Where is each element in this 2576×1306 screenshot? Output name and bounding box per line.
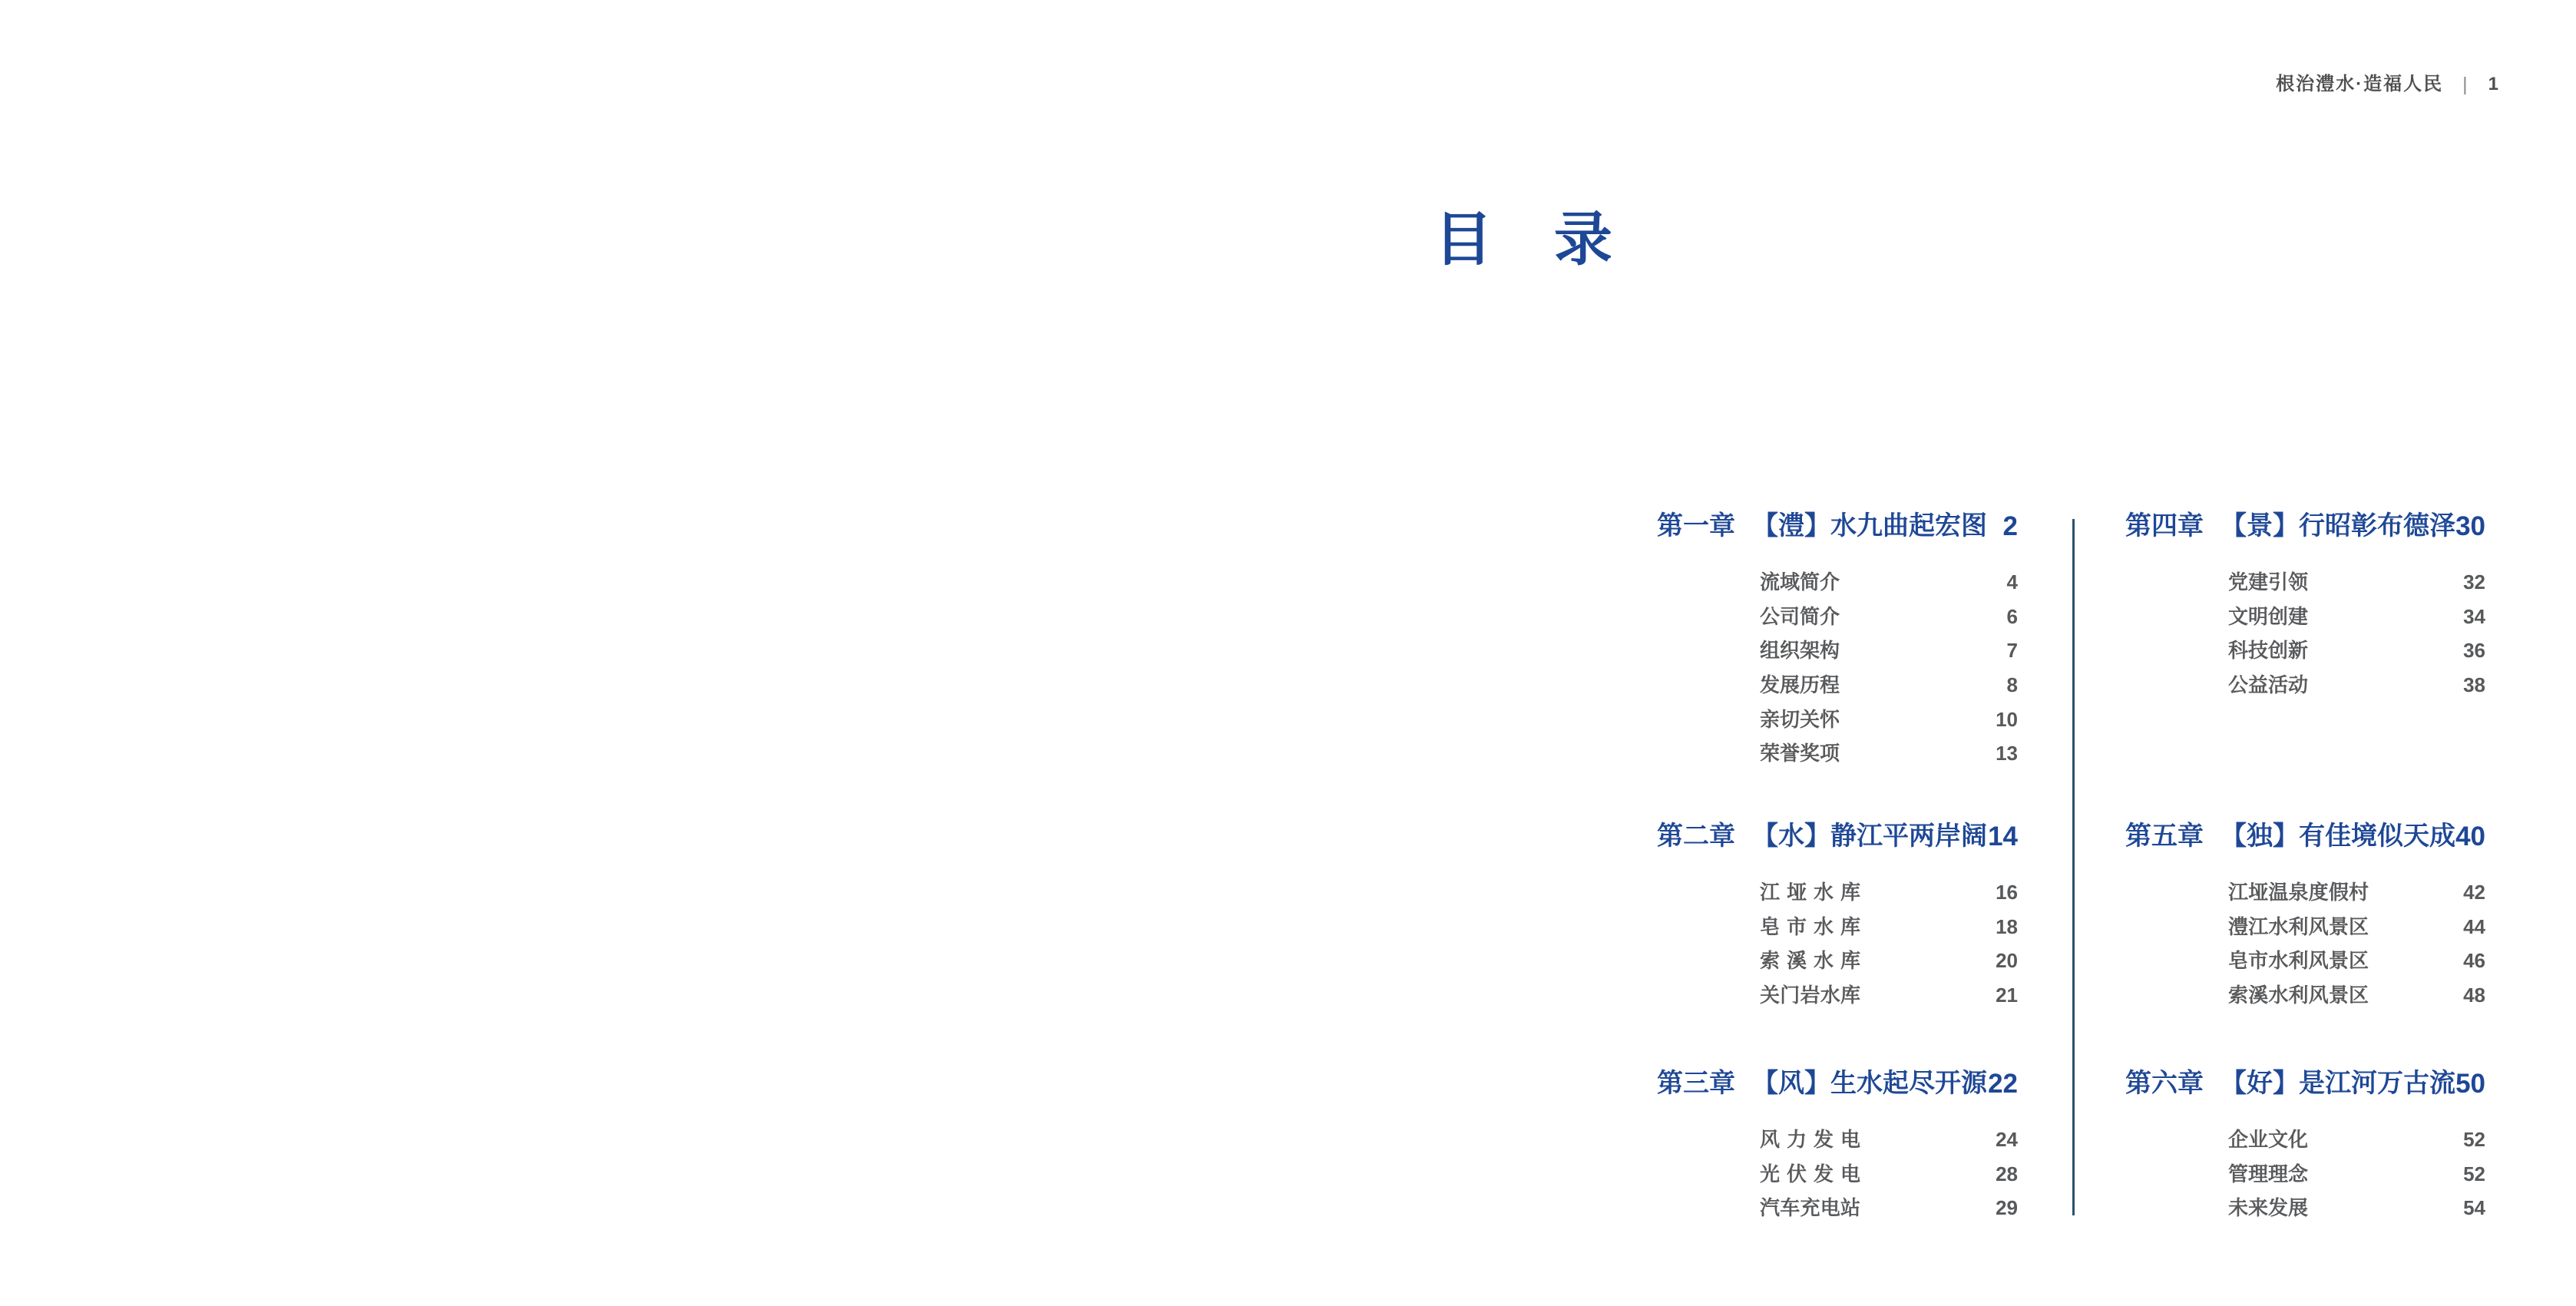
chapter-heading <box>1657 820 2018 852</box>
toc-entry <box>1760 565 2018 600</box>
toc-entry-label: 发展历程 <box>1760 673 1840 697</box>
chapter-heading <box>2125 1067 2485 1099</box>
toc-entry-page: 52 <box>2463 1162 2485 1185</box>
toc-entry-label: 组织架构 <box>1760 639 1840 663</box>
toc-entry <box>2228 910 2485 944</box>
toc-entry-page: 18 <box>1996 914 2018 938</box>
toc-entry <box>1760 910 2018 944</box>
toc-entry-label: 风力发电 <box>1760 1128 1860 1152</box>
toc-entry-label: 汽车充电站 <box>1760 1196 1860 1220</box>
chapter-page-number: 30 <box>2455 511 2485 541</box>
chapter-title: 【水】静江平两岸阔 <box>1752 822 1987 851</box>
toc-entry-label: 企业文化 <box>2228 1128 2309 1152</box>
chapter-number-label: 第三章 <box>1657 1069 1735 1098</box>
header-slogan: 根治澧水·造福人民 <box>2276 73 2444 94</box>
toc-entry <box>1760 978 2018 1013</box>
toc-section-chapter-3 <box>1657 1067 2018 1225</box>
chapter-heading <box>2125 510 2485 542</box>
toc-entry-page: 6 <box>2006 604 2018 628</box>
toc-entry <box>1760 1122 2018 1157</box>
toc-entry-page: 24 <box>1996 1128 2018 1152</box>
toc-section-chapter-6 <box>2125 1067 2485 1225</box>
toc-entry-label: 江垭温泉度假村 <box>2228 881 2369 904</box>
toc-entry-label: 科技创新 <box>2228 639 2309 663</box>
toc-entry <box>1760 875 2018 910</box>
chapter-title: 【好】是江河万古流 <box>2221 1069 2455 1098</box>
chapter-title: 【景】行昭彰布德泽 <box>2221 511 2455 541</box>
toc-section-chapter-1 <box>1657 510 2018 771</box>
toc-entry <box>1760 702 2018 736</box>
toc-entry-page: 36 <box>2463 639 2485 663</box>
toc-entry <box>2228 1122 2485 1157</box>
toc-entry <box>2228 668 2485 703</box>
toc-entry-page: 21 <box>1996 984 2018 1007</box>
chapter-number-label: 第二章 <box>1657 822 1735 851</box>
toc-section-chapter-4 <box>2125 510 2485 702</box>
toc-entry-page: 48 <box>2463 984 2485 1007</box>
header-separator: | <box>2462 74 2469 95</box>
toc-entry <box>2228 875 2485 910</box>
toc-entry <box>1760 1191 2018 1225</box>
toc-entry-label: 关门岩水库 <box>1760 984 1860 1007</box>
toc-entry-label: 澧江水利风景区 <box>2228 914 2369 938</box>
chapter-title: 【风】生水起尽开源 <box>1752 1069 1987 1098</box>
toc-entry-page: 16 <box>1996 881 2018 904</box>
toc-entry <box>1760 668 2018 703</box>
toc-entry <box>2228 978 2485 1013</box>
chapter-page-number: 2 <box>2002 511 2018 541</box>
chapter-page-number: 14 <box>1988 821 2018 851</box>
toc-entry <box>2228 633 2485 668</box>
toc-entry-page: 38 <box>2463 673 2485 697</box>
chapter-heading <box>2125 820 2485 852</box>
toc-entry <box>2228 600 2485 634</box>
chapter-number-label: 第四章 <box>2125 511 2204 541</box>
chapter-heading <box>1657 1067 2018 1099</box>
chapter-number-label: 第五章 <box>2125 822 2204 851</box>
chapter-page-number: 50 <box>2455 1068 2485 1099</box>
toc-entry-page: 4 <box>2006 570 2018 594</box>
toc-entry-label: 流域简介 <box>1760 570 1840 594</box>
toc-entry <box>1760 1157 2018 1192</box>
toc-entry <box>2228 565 2485 600</box>
column-divider-line <box>2072 519 2075 1215</box>
toc-entry-page: 7 <box>2006 639 2018 663</box>
toc-entry-label: 管理理念 <box>2228 1162 2309 1185</box>
toc-entry <box>1760 633 2018 668</box>
toc-entry-label: 公益活动 <box>2228 673 2309 697</box>
toc-entry-label: 党建引领 <box>2228 570 2309 594</box>
toc-entry <box>1760 600 2018 634</box>
toc-entry <box>1760 736 2018 771</box>
toc-entry-page: 8 <box>2006 673 2018 697</box>
toc-entry-page: 42 <box>2463 881 2485 904</box>
chapter-page-number: 40 <box>2455 821 2485 851</box>
chapter-title: 【独】有佳境似天成 <box>2221 822 2455 851</box>
toc-entry <box>2228 1157 2485 1192</box>
toc-entry-label: 江垭水库 <box>1760 881 1860 904</box>
toc-entry-label: 文明创建 <box>2228 604 2309 628</box>
toc-entry-page: 13 <box>1996 742 2018 765</box>
toc-entry-page: 46 <box>2463 949 2485 973</box>
toc-entry-label: 公司简介 <box>1760 604 1840 628</box>
page-header <box>2276 73 2500 96</box>
toc-section-chapter-2 <box>1657 820 2018 1012</box>
toc-entry-label: 亲切关怀 <box>1760 707 1840 731</box>
toc-entry-page: 20 <box>1996 949 2018 973</box>
toc-entry <box>2228 1191 2485 1225</box>
toc-entry-page: 52 <box>2463 1128 2485 1152</box>
toc-entry-label: 皂市水利风景区 <box>2228 949 2369 973</box>
toc-entry-label: 荣誉奖项 <box>1760 742 1840 765</box>
toc-entry-label: 索溪水利风景区 <box>2228 984 2369 1007</box>
toc-entry-page: 10 <box>1996 707 2018 731</box>
toc-entry-label: 索溪水库 <box>1760 949 1860 973</box>
toc-entry-page: 44 <box>2463 914 2485 938</box>
toc-entry-label: 皂市水库 <box>1760 914 1860 938</box>
toc-entry-label: 光伏发电 <box>1760 1162 1860 1185</box>
toc-entry-page: 34 <box>2463 604 2485 628</box>
page-title: 目 录 <box>1434 207 1614 273</box>
toc-section-chapter-5 <box>2125 820 2485 1012</box>
toc-entry <box>2228 944 2485 978</box>
toc-entry-page: 29 <box>1996 1196 2018 1220</box>
chapter-number-label: 第一章 <box>1657 511 1735 541</box>
toc-entry-page: 32 <box>2463 570 2485 594</box>
toc-entry-page: 28 <box>1996 1162 2018 1185</box>
toc-entry-page: 54 <box>2463 1196 2485 1220</box>
chapter-title: 【澧】水九曲起宏图 <box>1752 511 1987 541</box>
header-page-number: 1 <box>2488 73 2500 94</box>
toc-entry <box>1760 944 2018 978</box>
toc-entry-label: 未来发展 <box>2228 1196 2309 1220</box>
chapter-heading <box>1657 510 2018 542</box>
chapter-page-number: 22 <box>1988 1068 2018 1099</box>
chapter-number-label: 第六章 <box>2125 1069 2204 1098</box>
